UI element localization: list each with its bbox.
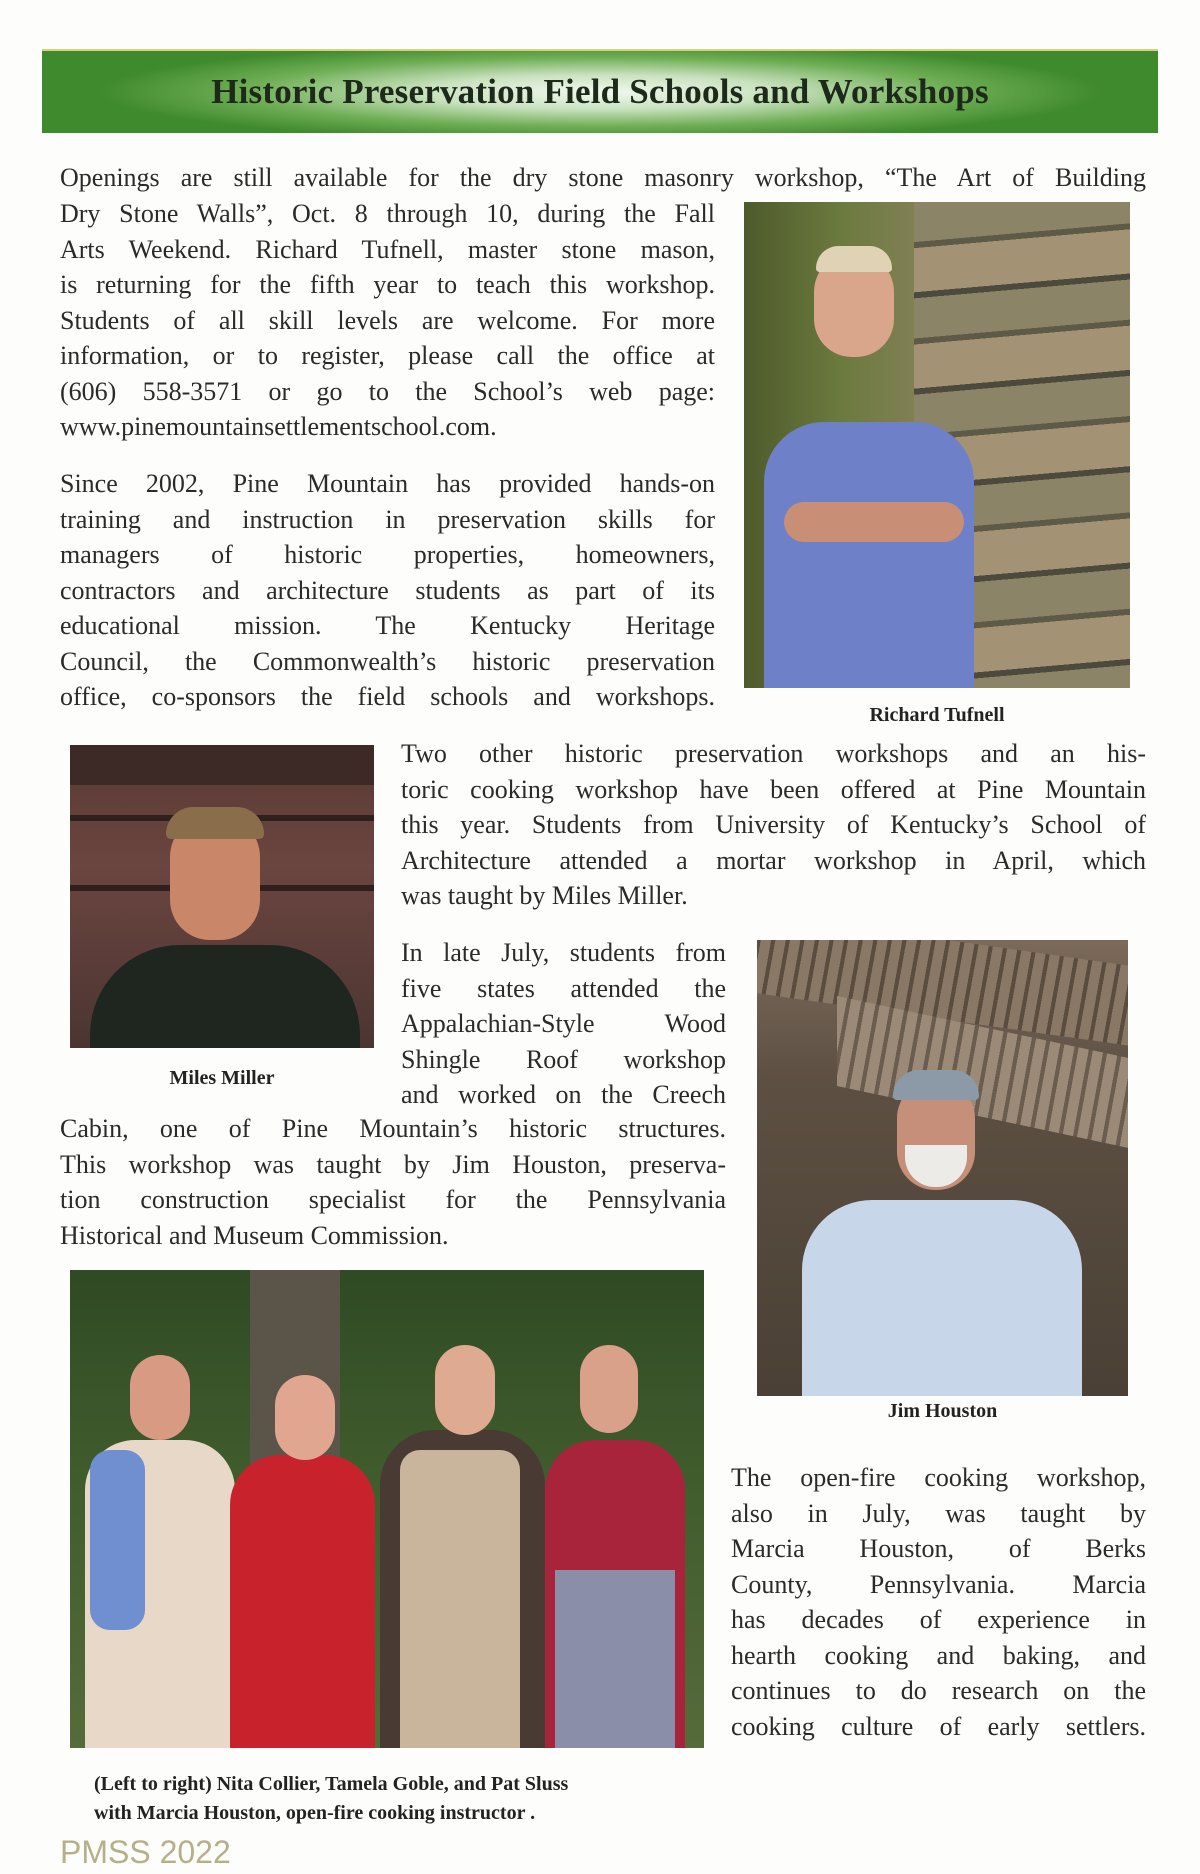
text-line: Marcia Houston, of Berks [731, 1534, 1146, 1563]
paragraph-late-july-cont [60, 1111, 726, 1253]
paragraph-openings [60, 196, 715, 445]
text-line: managers of historic properties, homeowners, [60, 540, 715, 569]
text-line: Since 2002, Pine Mountain has provided hands-on [60, 469, 715, 498]
text-line: County, Pennsylvania. Marcia [731, 1569, 1146, 1599]
text-line: training and instruction in preservation skills for [60, 504, 715, 534]
text-line: (606) 558-3571 or go to the School’s web page: [60, 376, 715, 406]
text-line: contractors and architecture students as part of its [60, 575, 715, 605]
text-line: Dry Stone Walls”, Oct. 8 through 10, during the Fall [60, 199, 715, 228]
photo-miles-miller [70, 745, 374, 1048]
text-line: Council, the Commonwealth’s historic preservation [60, 646, 715, 676]
text-line: this year. Students from University of Kentucky’s School of [401, 810, 1146, 839]
text-line: Students of all skill levels are welcome. For more [60, 305, 715, 335]
text-line: cooking culture of early settlers. [731, 1711, 1146, 1741]
caption-line: (Left to right) Nita Collier, Tamela Goble, and Pat Sluss [94, 1773, 569, 1795]
text-line: tion construction specialist for the Pennsylvania [60, 1185, 726, 1214]
text-line: educational mission. The Kentucky Heritage [60, 611, 715, 640]
caption-jim-houston: Jim Houston [887, 1400, 998, 1422]
paragraph-open-fire [731, 1460, 1146, 1744]
text-line: also in July, was taught by [731, 1498, 1146, 1528]
text-line: is returning for the fifth year to teach this workshop. [60, 270, 715, 299]
page-title: Historic Preservation Field Schools and Workshops [211, 72, 989, 111]
text-line: This workshop was taught by Jim Houston, preserva- [60, 1149, 726, 1179]
text-line: has decades of experience in [731, 1605, 1146, 1634]
caption-richard-tufnell: Richard Tufnell [869, 704, 1005, 726]
text-line: five states attended the [401, 973, 726, 1003]
photo-richard-tufnell [744, 202, 1130, 688]
text-line: Two other historic preservation workshops and an his- [401, 739, 1146, 768]
watermark: PMSS 2022 [60, 1834, 231, 1870]
photo-cooking-group [70, 1270, 704, 1748]
text-line: Historical and Museum Commission. [60, 1220, 449, 1250]
section-banner [42, 49, 1158, 133]
text-line: The open-fire cooking workshop, [731, 1463, 1146, 1492]
text-line: Openings are still available for the dry stone masonry workshop, “The Art of Building [60, 163, 1146, 192]
text-line: toric cooking workshop have been offered at Pine Mountain [401, 774, 1146, 804]
paragraph-openings-line1 [60, 160, 1146, 196]
text-line: information, or to register, please call the office at [60, 341, 715, 370]
paragraph-since-2002 [60, 466, 715, 715]
text-line: Cabin, one of Pine Mountain’s historic structures. [60, 1114, 726, 1143]
caption-line: with Marcia Houston, open-fire cooking instructor . [94, 1802, 536, 1824]
text-line: Appalachian-Style Wood [401, 1009, 726, 1038]
text-line: office, co-sponsors the field schools and workshops. [60, 682, 715, 711]
text-line: Shingle Roof workshop [401, 1044, 726, 1074]
text-line: www.pinemountainsettlementschool.com. [60, 412, 497, 441]
text-line: In late July, students from [401, 938, 726, 967]
caption-cooking-group [94, 1770, 734, 1828]
photo-jim-houston [757, 940, 1128, 1396]
text-line: continues to do research on the [731, 1676, 1146, 1705]
paragraph-other-workshops [401, 736, 1146, 914]
text-line: hearth cooking and baking, and [731, 1640, 1146, 1670]
text-line: Arts Weekend. Richard Tufnell, master stone mason, [60, 234, 715, 264]
text-line: Architecture attended a mortar workshop in April, which [401, 845, 1146, 875]
text-line: was taught by Miles Miller. [401, 881, 688, 910]
caption-miles-miller: Miles Miller [169, 1067, 275, 1089]
text-line: and worked on the Creech [401, 1080, 726, 1109]
paragraph-late-july [401, 935, 726, 1113]
